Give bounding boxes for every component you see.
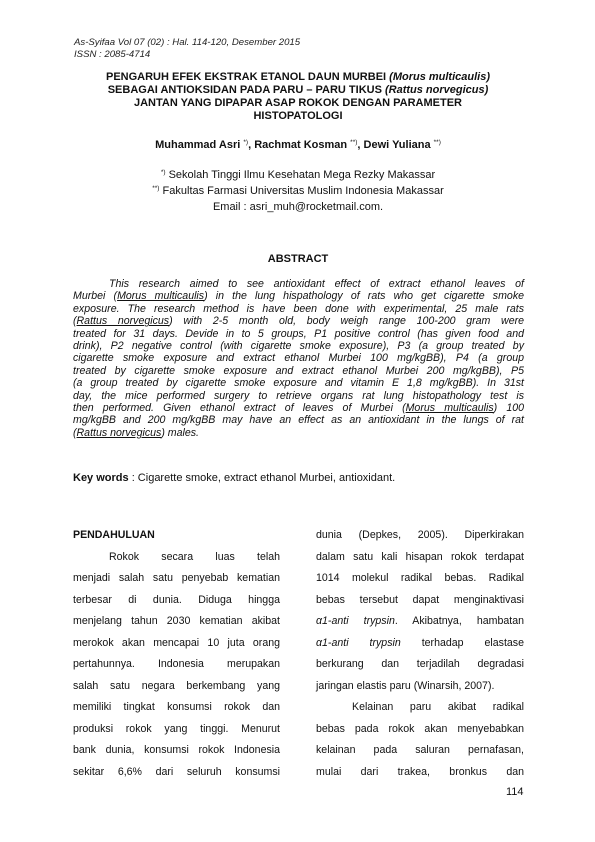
abstract-text <box>73 278 524 439</box>
body-text: menjadi salah satu penyebab kematian <box>73 572 280 584</box>
abstract-line <box>73 427 524 439</box>
affiliation-block <box>60 166 536 214</box>
journal-issn: ISSN : 2085-4714 <box>74 49 151 60</box>
page-number: 114 <box>506 786 524 798</box>
body-term: α1-anti trypsin <box>316 615 395 627</box>
journal-citation: As-Syifaa Vol 07 (02) : Hal. 114-120, Desember 2015 <box>74 37 301 48</box>
abstract-species: Rattus norvegicus <box>76 315 170 328</box>
body-line <box>316 762 524 784</box>
body-line <box>316 611 524 633</box>
body-line <box>316 568 524 590</box>
body-text: merokok akan mencapai 10 juta orang <box>73 636 280 649</box>
body-term: α1-anti trypsin <box>316 636 401 649</box>
body-line <box>316 676 524 698</box>
abstract-text: ) 100 <box>493 402 525 415</box>
journal-header <box>74 37 300 61</box>
affiliation-text: Fakultas Farmasi Universitas Muslim Indonesia Makassar <box>159 185 444 197</box>
body-line <box>73 547 280 569</box>
abstract-line <box>73 390 524 402</box>
body-text: kelainan pada saluran pernafasan, <box>316 744 524 756</box>
body-line <box>316 654 524 676</box>
abstract-species: Morus multicaulis <box>405 402 494 415</box>
body-text: Kelainan paru akibat radikal <box>352 701 524 713</box>
abstract-line <box>73 328 524 340</box>
abstract-text: then performed. Given ethanol extract of leaves of Murbei ( <box>73 402 406 415</box>
author-name: Rachmat Kosman <box>254 139 351 151</box>
body-line <box>73 740 280 762</box>
title-text: HISTOPATOLOGI <box>253 110 343 122</box>
abstract-line <box>73 278 524 290</box>
abstract-line <box>73 315 524 327</box>
author-mark: **) <box>350 139 358 146</box>
body-text: dalam satu kali hisapan rokok terdapat <box>316 550 524 563</box>
body-line <box>316 590 524 612</box>
affiliation-line <box>60 166 536 182</box>
author-mark: *) <box>243 139 249 146</box>
body-text: bank dunia, konsumsi rokok Indonesia <box>73 744 280 756</box>
abstract-line <box>73 377 524 389</box>
abstract-line <box>73 352 524 364</box>
body-text: jaringan elastis paru (Winarsih, 2007). <box>316 679 495 692</box>
title-species: (Morus multicaulis) <box>389 71 490 83</box>
body-line <box>73 633 280 655</box>
title-line <box>60 84 536 97</box>
body-column-right <box>316 525 524 783</box>
abstract-species: Rattus norvegicus <box>76 426 162 439</box>
author-separator: , <box>248 139 255 151</box>
body-line <box>316 697 524 719</box>
body-line <box>73 611 280 633</box>
body-text: terhadap elastase <box>400 636 524 649</box>
body-line <box>316 525 524 547</box>
body-text: bebas pada rokok akan menyebabkan <box>316 722 524 735</box>
author-separator: , <box>357 139 364 151</box>
body-line <box>316 633 524 655</box>
affiliation-text: Email : asri_muh@rocketmail.com. <box>212 201 384 213</box>
keywords-line <box>73 472 395 484</box>
affiliation-mark: *) <box>160 169 166 176</box>
body-line <box>73 568 280 590</box>
body-line <box>73 590 280 612</box>
body-text: menjelang tahun 2030 kematian akibat <box>73 615 280 627</box>
abstract-text: This research aimed to see antioxidant effect of extract ethanol leaves of <box>109 278 524 290</box>
abstract-line <box>73 402 524 414</box>
author-list <box>60 139 536 151</box>
author-email <box>60 198 536 214</box>
paper-title <box>60 71 536 123</box>
title-line <box>60 71 536 84</box>
body-text: pertahunnya. Indonesia merupakan <box>73 658 280 670</box>
author-name: Dewi Yuliana <box>363 139 434 151</box>
body-text: terbesar di dunia. Diduga hingga <box>73 593 280 606</box>
abstract-species: Morus multicaulis <box>117 290 205 303</box>
body-line <box>73 762 280 784</box>
abstract-text: Murbei ( <box>73 290 118 303</box>
abstract-text: ) with 2-5 month old, body weigh range 100-200 gram were <box>169 315 525 328</box>
abstract-line <box>73 340 524 352</box>
keywords-text: : Cigarette smoke, extract ethanol Murbei, antioxidant. <box>128 472 396 484</box>
body-line <box>73 676 280 698</box>
affiliation-text: Sekolah Tinggi Ilmu Kesehatan Mega Rezky Makassar <box>165 169 436 181</box>
title-species: (Rattus norvegicus) <box>384 84 489 96</box>
title-line <box>60 97 536 110</box>
abstract-line <box>73 303 524 315</box>
author-mark: **) <box>433 139 441 146</box>
body-text: dunia (Depkes, 2005). Diperkirakan <box>316 529 524 541</box>
body-text: salah satu negara berkembang yang <box>73 679 280 692</box>
title-text: JANTAN YANG DIPAPAR ASAP ROKOK DENGAN PARAMETER <box>134 97 462 109</box>
body-line <box>73 654 280 676</box>
abstract-text: mg/kgBB and 200 mg/kgBB may have an effect as an antioxidant in the lungs of rat <box>73 414 524 427</box>
body-text: bebas tersebut dapat menginaktivasi <box>316 593 524 606</box>
body-text: memiliki tingkat konsumsi rokok dan <box>73 701 280 713</box>
body-text: . Akibatnya, hambatan <box>394 615 524 627</box>
abstract-text: ( <box>73 426 77 439</box>
body-line <box>316 547 524 569</box>
abstract-text: (a group treated by cigarette smoke exposure and vitamin E 1,8 mg/kgBB). In 31st <box>73 377 524 390</box>
title-text: PENGARUH EFEK EKSTRAK ETANOL DAUN MURBEI <box>105 71 390 83</box>
keywords-label: Key words <box>73 472 129 484</box>
title-line <box>60 110 536 123</box>
affiliation-mark: **) <box>152 185 160 192</box>
body-text: produksi rokok yang tinggi. Menurut <box>73 722 280 735</box>
body-text: mulai dari trakea, bronkus dan <box>316 765 524 778</box>
body-line <box>316 719 524 741</box>
affiliation-line <box>60 182 536 198</box>
body-line <box>73 719 280 741</box>
abstract-text: exposure. The research method is have been done with experimental, 25 male rats <box>73 302 524 315</box>
body-column-left <box>73 525 280 783</box>
section-heading <box>73 525 280 547</box>
abstract-text: cigarette smoke exposure and extract ethanol Murbei 100 mg/kgBB), P4 (a group <box>73 352 524 365</box>
body-text: sekitar 6,6% dari seluruh konsumsi <box>73 765 280 778</box>
abstract-heading: ABSTRACT <box>267 253 329 265</box>
body-line <box>73 697 280 719</box>
body-text: berkurang dan terjadilah degradasi <box>316 658 524 670</box>
body-text: PENDAHULUAN <box>73 529 155 541</box>
abstract-text: day, the mice performed surgery to retrieve organs rat lung histopathology test is <box>73 389 524 402</box>
abstract-text: ( <box>73 315 77 328</box>
body-line <box>316 740 524 762</box>
body-text: 1014 molekul radikal bebas. Radikal <box>316 572 524 584</box>
abstract-text: drink), P2 negative control (with cigarette smoke exposure), P3 (a group treated by <box>73 340 524 353</box>
abstract-text: ) in the lung hispathology of rats who get cigarette smoke <box>204 290 525 303</box>
title-text: SEBAGAI ANTIOKSIDAN PADA PARU – PARU TIKUS <box>107 84 385 96</box>
abstract-line <box>73 290 524 302</box>
body-text: Rokok secara luas telah <box>109 550 280 563</box>
abstract-line <box>73 365 524 377</box>
abstract-line <box>73 414 524 426</box>
abstract-text: treated by cigarette smoke exposure and extract ethanol Murbei 200 mg/kgBB), P5 <box>73 364 524 377</box>
author-name: Muhammad Asri <box>155 139 244 151</box>
abstract-text: ) males. <box>161 426 200 439</box>
abstract-text: treated for 31 days. Devide in to 5 groups, P1 positive control (has given food and <box>73 327 524 340</box>
